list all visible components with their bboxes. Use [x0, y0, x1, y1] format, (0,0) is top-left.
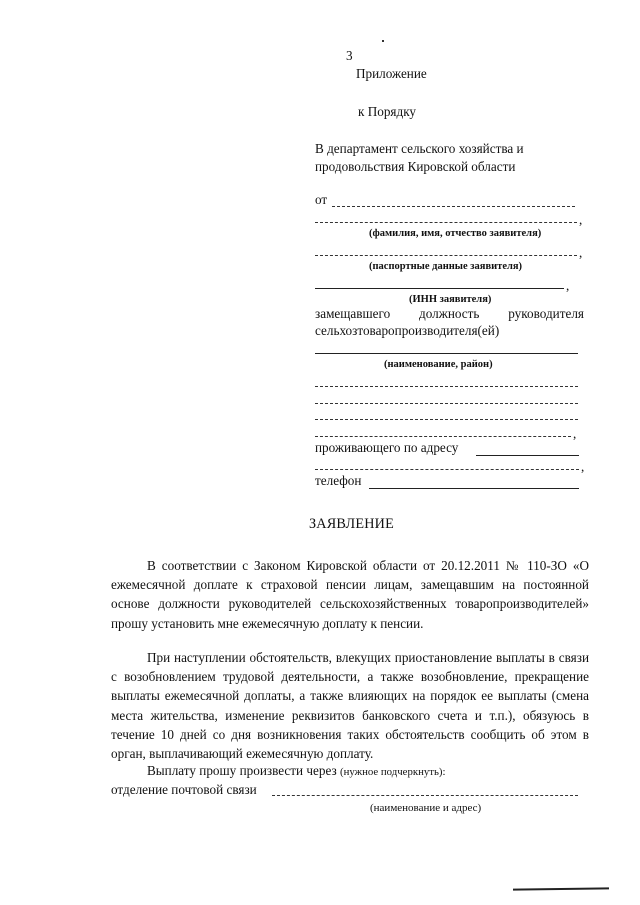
phone-field-line[interactable]	[369, 488, 579, 489]
scan-edge-mark	[513, 887, 609, 890]
postal-office-caption: (наименование и адрес)	[370, 802, 482, 814]
page-number: 3	[346, 48, 353, 63]
comma: ,	[573, 426, 577, 441]
appendix-reference: к Порядку	[358, 104, 417, 119]
organization-extra-line-2[interactable]	[315, 403, 578, 404]
organization-extra-line-4[interactable]	[315, 436, 571, 437]
comma: ,	[579, 212, 583, 227]
passport-field-line[interactable]	[315, 255, 577, 256]
position-line-1: замещавшего должность руководителя	[315, 306, 584, 321]
name-caption: (фамилия, имя, отчество заявителя)	[369, 228, 542, 239]
paragraph-obligations: При наступлении обстоятельств, влекущих приостановление выплаты в связи с возобновлением трудовой деятельности, а также возобновление, прекращение выплаты ежемесячной доплаты, а также влияющих на порядок ее выплаты (смена места жительства, изменение реквизитов банковского счета и т.п.), обязуюсь в течение 10 дней со дня возникновения таких обстоятельств сообщить об этом в орган, выплачивающий ежемесячную доплату.	[111, 650, 589, 762]
addressee-line-2: продовольствия Кировской области	[315, 159, 516, 174]
inn-field-line[interactable]	[315, 288, 564, 289]
organization-extra-line-1[interactable]	[315, 386, 578, 387]
organization-field-line[interactable]	[315, 353, 578, 354]
payment-intro: Выплату прошу произвести через	[147, 763, 337, 778]
phone-label: телефон	[315, 473, 362, 488]
from-label: от	[315, 192, 328, 207]
passport-caption: (паспортные данные заявителя)	[369, 261, 523, 272]
name-field-line-1[interactable]	[332, 206, 575, 207]
comma: ,	[579, 245, 583, 260]
postal-office-field-line[interactable]	[272, 795, 578, 796]
organization-extra-line-3[interactable]	[315, 419, 578, 420]
comma: ,	[581, 459, 585, 474]
paragraph-law-reference: В соответствии с Законом Кировской области от 20.12.2011 № 110-ЗО «О ежемесячной доплате к страховой пенсии лицам, замещавшим на постоянной основе должности руководителей сельскохозяйственных товаропроизводителей» прошу установить мне ежемесячную доплату к пенсии.	[111, 558, 589, 631]
postal-office-label: отделение почтовой связи	[111, 782, 257, 797]
name-field-line-2[interactable]	[315, 222, 577, 223]
inn-caption: (ИНН заявителя)	[409, 294, 492, 305]
position-line-2: сельхозтоваропроизводителя(ей)	[315, 323, 500, 338]
payment-method-line	[147, 763, 446, 779]
organization-caption: (наименование, район)	[384, 359, 493, 370]
comma: ,	[566, 278, 570, 293]
scan-speck	[382, 40, 384, 42]
payment-hint: (нужное подчеркнуть):	[340, 766, 446, 778]
address-label: проживающего по адресу	[315, 440, 459, 455]
addressee-line-1: В департамент сельского хозяйства и	[315, 141, 524, 156]
address-field-line-2[interactable]	[315, 469, 579, 470]
document-title: ЗАЯВЛЕНИЕ	[309, 516, 394, 532]
appendix-label: Приложение	[356, 66, 427, 81]
address-field-line-1[interactable]	[476, 455, 579, 456]
